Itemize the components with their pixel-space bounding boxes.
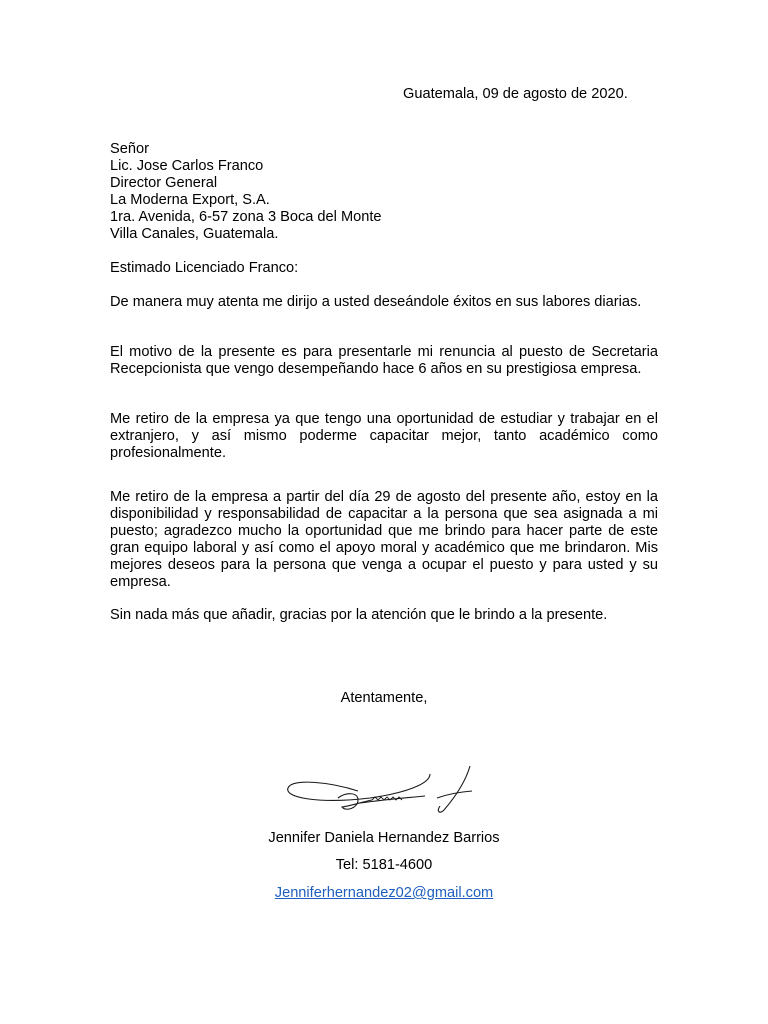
letter-date: Guatemala, 09 de agosto de 2020. bbox=[403, 86, 628, 102]
paragraph-reason: Me retiro de la empresa ya que tengo una oportunidad de estudiar y trabajar en el extranjero, y así mismo poderme capacitar mejor, tanto académico como profesionalmente. bbox=[110, 411, 658, 461]
recipient-title: Señor bbox=[110, 141, 149, 157]
salutation: Estimado Licenciado Franco: bbox=[110, 260, 299, 276]
recipient-position: Director General bbox=[110, 175, 218, 191]
signer-phone: Tel: 5181-4600 bbox=[335, 857, 433, 873]
paragraph-resignation: El motivo de la presente es para presentarle mi renuncia al puesto de Secretaria Recepcionista que vengo desempeñando hace 6 años en su prestigiosa empresa. bbox=[110, 344, 658, 377]
paragraph-transition: Me retiro de la empresa a partir del día 29 de agosto del presente año, estoy en la disponibilidad y responsabilidad de capacitar a la persona que sea asignada a mi puesto; agradezco mucho la oportunidad que me brindo para hacer parte de este gran equipo laboral y así como el apoyo moral y académico que me brindaron. Mis mejores deseos para la persona que venga a ocupar el puesto y para usted y su empresa. bbox=[110, 489, 658, 590]
recipient-block bbox=[110, 141, 382, 243]
recipient-city: Villa Canales, Guatemala. bbox=[110, 226, 279, 242]
valediction: Atentamente, bbox=[340, 690, 428, 706]
recipient-company: La Moderna Export, S.A. bbox=[110, 192, 270, 208]
signer-name: Jennifer Daniela Hernandez Barrios bbox=[268, 830, 500, 846]
signer-email bbox=[0, 885, 768, 902]
paragraph-greeting: De manera muy atenta me dirijo a usted deseándole éxitos en sus labores diarias. bbox=[110, 294, 642, 310]
email-link[interactable]: Jenniferhernandez02@gmail.com bbox=[274, 885, 494, 901]
handwritten-signature bbox=[280, 758, 480, 822]
recipient-address: 1ra. Avenida, 6-57 zona 3 Boca del Monte bbox=[110, 209, 382, 225]
recipient-name: Lic. Jose Carlos Franco bbox=[110, 158, 264, 174]
closing-line: Sin nada más que añadir, gracias por la atención que le brindo a la presente. bbox=[110, 607, 608, 623]
